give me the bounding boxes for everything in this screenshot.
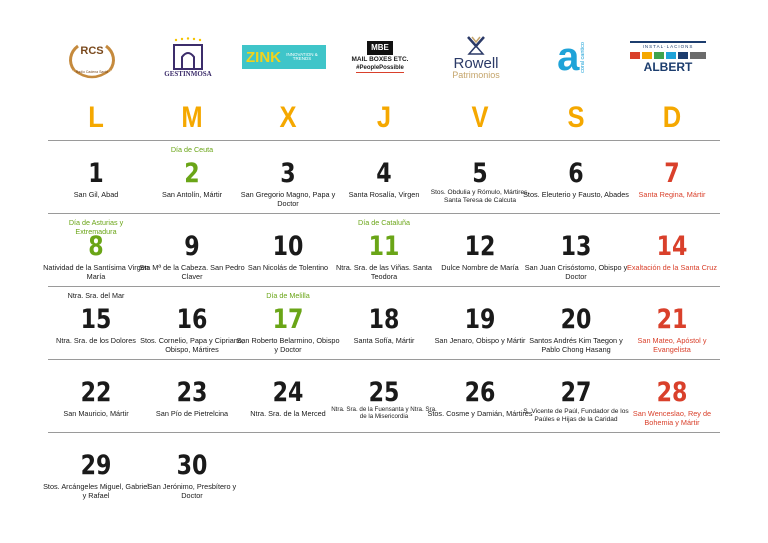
logo-rcs-sub: Radio Cadena Santa (75, 69, 109, 74)
weekday-monday: L (88, 101, 104, 134)
saint-of-day: San Gregorio Magno, Papa y Doctor (240, 190, 336, 208)
saint-of-day: Stos. Cornelio, Papa y Cipriano, Obispo, Mártires (140, 336, 244, 354)
saint-of-day: Ntra. Sra. de los Dolores (56, 336, 136, 345)
day-number: 26 (464, 377, 496, 408)
calendar-day (432, 214, 528, 286)
logo-mbe-mark: MBE (367, 41, 393, 55)
holiday-label: Día de Cataluña (358, 218, 410, 227)
day-number: 25 (368, 377, 400, 408)
day-number: 7 (664, 158, 680, 189)
calendar-day (624, 141, 720, 213)
calendar-grid (43, 96, 720, 505)
calendar-day (240, 214, 336, 286)
calendar-day (523, 141, 629, 213)
day-number: 22 (80, 377, 112, 408)
weekday-header (48, 96, 720, 140)
albert-bars-icon (630, 52, 706, 59)
logo-gestinmosa (140, 28, 236, 86)
logo-albert-top: INSTAL·LACIONS (630, 41, 706, 50)
saint-of-day: Stos. Obdulia y Rómulo, Mártires. Santa Teresa de Calcuta (430, 189, 530, 204)
saint-of-day: Stos. Arcángeles Miguel, Gabriel y Rafael (43, 482, 149, 500)
weekday-friday: V (471, 101, 489, 134)
saint-of-day: San Jenaro, Obispo y Mártir (434, 336, 526, 345)
calendar-day (240, 360, 336, 432)
day-number: 5 (472, 158, 488, 189)
rowell-emblem-icon (465, 34, 487, 56)
logo-coral-cantico (524, 28, 620, 86)
day-number: 16 (176, 304, 208, 335)
calendar-day (48, 287, 144, 359)
saint-of-day: Ntra. Sra. de las Viñas. Santa Teodora (336, 263, 432, 281)
saint-of-day: San Jerónimo, Presbítero y Doctor (147, 482, 237, 500)
saint-of-day: Ntra. Sra. de la Fuensanta y Ntra. Sra. de la Misericordia (331, 406, 437, 421)
calendar-day (624, 287, 720, 359)
holiday-label: Día de Ceuta (170, 145, 214, 154)
saint-of-day: San Antolín, Mártir (161, 190, 223, 199)
weekday-sunday: D (662, 101, 682, 134)
day-number: 3 (280, 158, 296, 189)
calendar-day (624, 214, 720, 286)
saint-of-day: Dulce Nombre de María (441, 263, 519, 272)
calendar-day (236, 287, 340, 359)
saint-of-day: Santos Andrés Kim Taegon y Pablo Chong Hasang (529, 336, 623, 354)
calendar-day (48, 360, 144, 432)
calendar-day (624, 360, 720, 432)
saint-of-day: San Pío de Pietrelcina (155, 409, 229, 418)
calendar-day (144, 360, 240, 432)
day-number: 9 (184, 231, 200, 262)
logo-gestinmosa-text: GESTINMOSA (164, 69, 212, 78)
weekday-wednesday: X (279, 101, 297, 134)
saint-of-day: Sta Mª de la Cabeza. San Pedro Claver (139, 263, 245, 281)
logo-rowell (428, 28, 524, 86)
calendar-day (432, 287, 528, 359)
calendar-day (427, 360, 533, 432)
weekday-saturday: S (567, 101, 585, 134)
day-number: 30 (176, 450, 208, 481)
day-number: 21 (656, 304, 688, 335)
day-number: 1 (88, 158, 104, 189)
calendar-day (140, 287, 244, 359)
sponsor-logos (44, 28, 732, 86)
saint-of-day: San Juan Crisóstomo, Obispo y Doctor (524, 263, 628, 281)
logo-mbe (332, 28, 428, 86)
saint-of-day: Santa Rosalía, Virgen (348, 190, 420, 199)
day-number: 15 (80, 304, 112, 335)
logo-coral-mark: a (557, 35, 580, 79)
saint-of-day: San Roberto Belarmino, Obispo y Doctor (236, 336, 340, 354)
day-number: 18 (368, 304, 400, 335)
saint-of-day: Stos. Cosme y Damián, Mártires (427, 409, 533, 418)
calendar-day (432, 141, 528, 213)
calendar-week-row (48, 360, 720, 432)
calendar-week-row (43, 214, 720, 286)
day-number: 11 (368, 231, 400, 262)
day-number: 13 (560, 231, 592, 262)
calendar-day (331, 360, 437, 432)
calendar-day (336, 141, 432, 213)
calendar-day (144, 141, 240, 213)
calendar-day (336, 214, 432, 286)
calendar-day (43, 214, 149, 286)
logo-rowell-sub: Patrimonios (452, 70, 500, 80)
logo-mbe-text: MAIL BOXES ETC. (351, 55, 409, 63)
calendar-day (528, 287, 624, 359)
saint-of-day: Natividad de la Santísima Virgen María (43, 263, 149, 281)
logo-rowell-text: Rowell (453, 55, 499, 72)
calendar-day (43, 433, 149, 505)
weekday-tuesday: M (181, 101, 203, 134)
day-number: 6 (568, 158, 584, 189)
holiday-label: Ntra. Sra. del Mar (67, 291, 125, 300)
day-number: 28 (656, 377, 688, 408)
arch-icon (168, 37, 208, 71)
day-number: 12 (464, 231, 496, 262)
saint-of-day: Exaltación de la Santa Cruz (626, 263, 718, 272)
saint-of-day: San Nicolás de Tolentino (247, 263, 329, 272)
calendar-day (240, 141, 336, 213)
logo-coral-sub: coral cantico (580, 41, 587, 73)
calendar-week-row (48, 287, 720, 359)
day-number: 10 (272, 231, 304, 262)
saint-of-day: Santa Regina, Mártir (638, 190, 706, 199)
calendar-day (523, 360, 629, 432)
logo-rcs (44, 28, 140, 86)
day-number: 23 (176, 377, 208, 408)
day-number: 2 (184, 158, 200, 189)
logo-rcs-text: RCS (80, 44, 104, 57)
day-number: 4 (376, 158, 392, 189)
logo-zink-text: ZINK (246, 48, 281, 66)
day-number: 8 (88, 231, 104, 262)
logo-mbe-tag: #PeoplePossible (356, 65, 404, 72)
saint-of-day: Santa Sofía, Mártir (353, 336, 415, 345)
day-number: 17 (272, 304, 304, 335)
logo-zink (236, 28, 332, 86)
holiday-label: Día de Asturias y Extremadura (68, 218, 124, 236)
calendar-day (139, 214, 245, 286)
day-number: 14 (656, 231, 688, 262)
calendar-day (48, 141, 144, 213)
calendar-day (144, 433, 240, 505)
calendar-day (336, 287, 432, 359)
saint-of-day: San Mauricio, Mártir (63, 409, 129, 418)
saint-of-day: San Gil, Abad (73, 190, 119, 199)
day-number: 24 (272, 377, 304, 408)
saint-of-day: S. Vicente de Paúl, Fundador de los Paúles e Hijas de la Caridad (523, 408, 629, 423)
calendar-weeks (43, 140, 720, 505)
calendar-week-row (43, 433, 720, 505)
logo-albert-text: ALBERT (643, 59, 693, 74)
saint-of-day: Ntra. Sra. de la Merced (250, 409, 326, 418)
day-number: 19 (464, 304, 496, 335)
calendar-week-row (48, 141, 720, 213)
day-number: 20 (560, 304, 592, 335)
saint-of-day: San Mateo, Apóstol y Evangelista (637, 336, 707, 354)
saint-of-day: San Wenceslao, Rey de Bohemia y Mártir (632, 409, 712, 427)
day-number: 29 (80, 450, 112, 481)
holiday-label: Día de Melilla (266, 291, 310, 300)
calendar-day (524, 214, 628, 286)
weekday-thursday: J (376, 101, 392, 134)
saint-of-day: Stos. Eleuterio y Fausto, Abades (523, 190, 629, 199)
day-number: 27 (560, 377, 592, 408)
logo-zink-sub: INNOVATION & TRENDS (286, 51, 318, 61)
logo-albert (620, 28, 716, 86)
